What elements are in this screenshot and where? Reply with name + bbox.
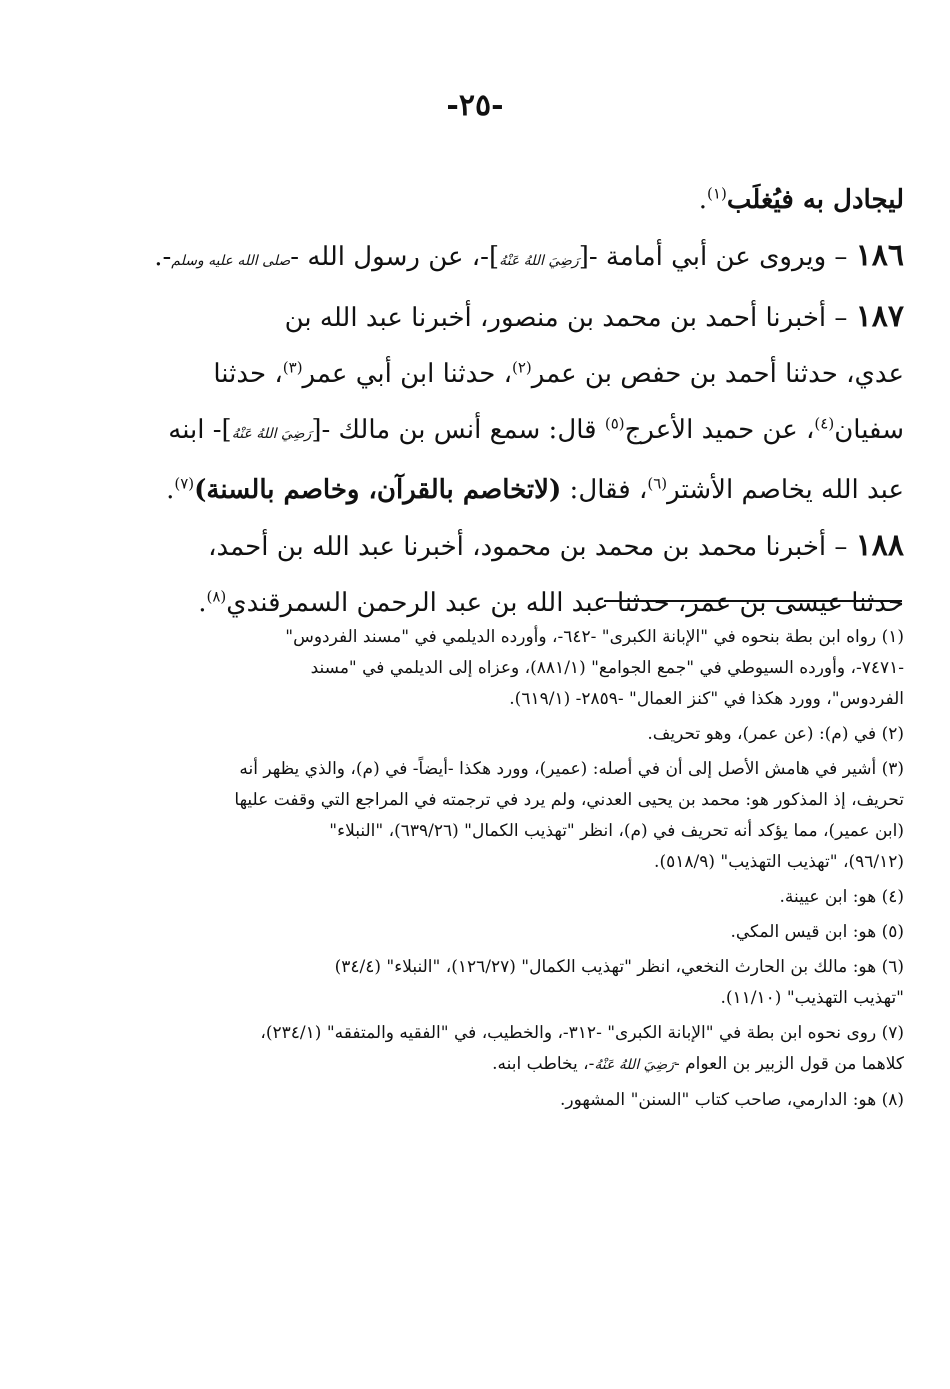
honorific-glyph: رَضِيَ اللهُ عَنْهُ [231,426,312,442]
paragraph-187-line-1 [160,289,904,346]
footnotes-section [160,622,904,1120]
paragraph-187-line-3 [160,402,904,462]
text-run: ، فقال: [561,475,648,505]
footnote-line: (٤) هو: ابن عيينة. [779,887,904,907]
paragraph-186-text-b: ]-، عن رسول الله - [290,242,500,272]
text-run: . [198,588,207,618]
hadith-quote: (لاتخاصم بالقرآن، وخاصم بالسنة) [194,475,562,505]
footnote-ref-4: (٤) [814,414,835,433]
text-run: ، حدثنا [213,359,283,389]
footnote-line: (٨) هو: الدارمي، صاحب كتاب "السنن" المشهور. [560,1090,904,1110]
text-run: كلاهما من قول الزبير بن العوام - [673,1054,904,1074]
footnote-ref-1: (١) [707,184,727,203]
text-run: عدي، حدثنا أحمد بن حفص بن عمر [531,359,904,389]
footnote-1 [160,622,904,715]
hadith-number-187: ١٨٧ [855,299,904,334]
text-run: حدثنا عيسى بن عمر، حدثنا عبد الله بن عبد الرحمن السمرقندي [226,588,904,618]
footnote-line: (٢) في (م): (عن عمر)، وهو تحريف. [647,724,904,744]
paragraph-186-text-a: – ويروى عن أبي أمامة -[ [578,242,856,272]
footnote-separator [604,600,902,602]
footnote-line: (٦) هو: مالك بن الحارث النخعي، انظر "تهذيب الكمال" (١٢٦/٢٧)، "النبلاء" (٣٤/٤) [334,957,904,977]
paragraph-188-line-1 [160,518,904,575]
page-number: -٢٥- [446,88,504,123]
text-run: قال: سمع أنس بن مالك -[ [311,415,605,445]
text-run: عبد الله يخاصم الأشتر [667,475,904,505]
salawat-glyph: صلى الله عليه وسلم [171,253,291,269]
paragraph-187-line-4 [160,462,904,518]
footnote-ref-2: (٢) [512,358,532,377]
text-line-1 [160,172,904,228]
honorific-glyph: رَضِيَ اللهُ عَنْهُ [594,1057,674,1073]
footnote-line: تحريف، إذ المذكور هو: محمد بن يحيى العدني، ولم يرد في ترجمته في المراجع التي وقفت عليها [234,790,904,810]
period: . [698,185,708,215]
footnote-line: (١) رواه ابن بطة بنحوه في "الإبانة الكبرى" -٦٤٢-، وأورده الديلمي في "مسند الفردوس" [285,627,904,647]
footnote-line [160,1049,904,1081]
text-run: – أخبرنا محمد بن محمد بن محمود، أخبرنا عبد الله بن أحمد، [208,532,856,562]
main-text-body [154,172,904,631]
footnote-7 [160,1018,904,1081]
paragraph-187-text: – أخبرنا أحمد بن محمد بن منصور، أخبرنا عبد الله بن [284,303,856,333]
footnote-ref-7: (٧) [174,474,195,493]
text-run: -، يخاطب ابنه. [492,1054,595,1074]
hadith-number-188: ١٨٨ [855,528,904,563]
text-run: ، عن حميد الأعرج [624,415,815,445]
footnote-5 [160,917,904,948]
text-run: سفيان [834,415,904,445]
footnote-ref-6: (٦) [647,474,668,493]
footnote-8 [160,1085,904,1116]
footnote-4 [160,882,904,913]
footnote-ref-8: (٨) [206,587,227,606]
footnote-2 [160,719,904,750]
footnote-line: -٧٤٧١-، وأورده السيوطي في "جمع الجوامع" (٨٨١/١)، وعزاه إلى الديلمي في "مسند [310,658,904,678]
footnote-line: (٥) هو: ابن قيس المكي. [730,922,904,942]
footnote-line: "تهذيب التهذيب" (١١/١٠). [720,988,904,1008]
continuation-text: ليجادل به فيُغلَب [726,185,904,215]
hadith-number-186: ١٨٦ [855,238,904,273]
paragraph-186-text-c: -. [154,242,172,272]
footnote-line: (٣) أشير في هامش الأصل إلى أن في أصله: (عمير)، وورد هكذا -أيضاً- في (م)، والذي يظهر أنه [239,759,904,779]
footnote-ref-5: (٥) [604,414,625,433]
footnote-3 [160,754,904,878]
paragraph-186 [154,228,904,289]
text-run: ، حدثنا ابن أبي عمر [302,359,512,389]
text-run: ]- ابنه [168,415,232,445]
footnote-line: (٩٦/١٢)، "تهذيب التهذيب" (٥١٨/٩). [654,852,904,872]
footnote-6 [160,952,904,1014]
footnote-ref-3: (٣) [282,358,303,377]
text-run: . [166,475,175,505]
footnote-line: الفردوس"، وورد هكذا في "كنز العمال" -٢٨٥٩- (٦١٩/١). [509,689,904,709]
footnote-line: (٧) روى نحوه ابن بطة في "الإبانة الكبرى" -٣١٢-، والخطيب، في "الفقيه والمتفقه" (٢٣٤/١)، [260,1023,904,1043]
paragraph-187-line-2 [160,346,904,402]
honorific-glyph: رَضِيَ اللهُ عَنْهُ [499,253,579,269]
footnote-line: (ابن عمير)، مما يؤكد أنه تحريف في (م)، انظر "تهذيب الكمال" (٦٣٩/٢٦)، "النبلاء" [329,821,904,841]
